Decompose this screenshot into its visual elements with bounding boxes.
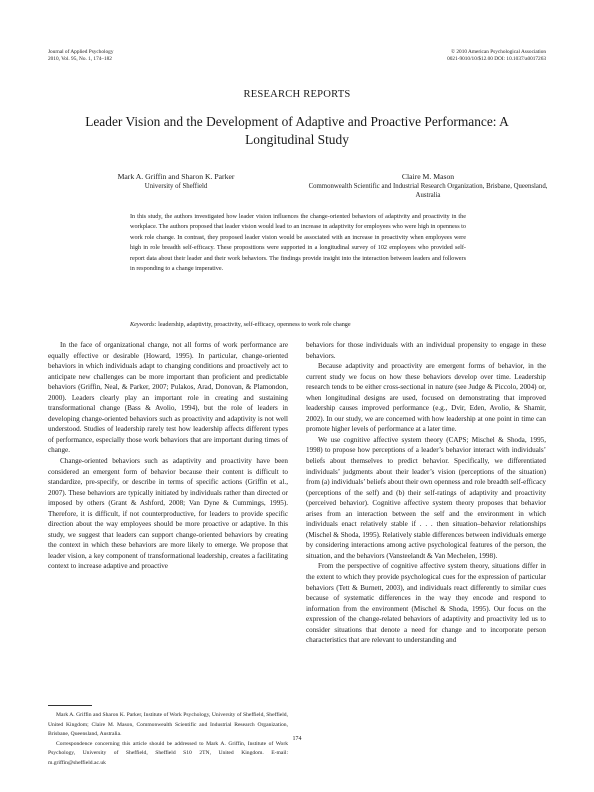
journal-citation	[48, 49, 113, 62]
abstract: In this study, the authors investigated how leader vision influences the change-oriented behaviors of adaptivity and proactivity in the workplace. The authors proposed that leader vision would lead to an increase in adaptivity for employees who were high in openness to work role change. In contrast, they proposed leader vision would be associated with an increase in proactivity when employees were high in role breadth self-efficacy. These propositions were supported in a longitudinal survey of 102 employees who provided self-report data about their leader and their work behaviors. The findings provide insight into the interaction between leaders and followers in responding to a change imperative.	[130, 213, 466, 273]
journal-name: Journal of Applied Psychology	[48, 49, 114, 55]
author-name: Claire M. Mason	[401, 172, 455, 181]
author-names: Mark A. Griffin and Sharon K. Parker	[117, 172, 235, 181]
author-block-right	[306, 172, 550, 200]
footnote-correspondence: Correspondence concerning this article should be addressed to Mark A. Griffin, Institute of Work Psychology, University of Sheffield, Sheffield S10 2TN, United Kingdom. E-mail: m.griffin@sheffield.ac.uk	[48, 740, 288, 766]
copyright-line: © 2010 American Psychological Association	[451, 49, 546, 55]
keywords	[130, 320, 466, 329]
body-column-right	[306, 340, 546, 646]
body-column-left	[48, 340, 288, 572]
doi-line: 0021-9010/10/$12.00 DOI: 10.1037/a0017263	[447, 55, 546, 62]
body-paragraph: From the perspective of cognitive affective system theory, situations differ in the extent to which they provide psychological cues for the expression of particular behaviors (Tett & Burnett, 2003), and individuals react differently to similar cues because of systematic differences in the way they encode and respond to information from the environment (Mischel & Shoda, 1995). Our focus on the expression of the change-related behaviors of adaptivity and proactivity led us to consider situations that denote a need for change and to incorporate person characteristics that are relevant to understanding and	[306, 562, 546, 645]
body-paragraph: behaviors for those individuals with an individual propensity to engage in these behaviors.	[306, 341, 546, 360]
journal-volume: 2010, Vol. 95, No. 1, 174–182	[48, 55, 112, 62]
paper-title: Leader Vision and the Development of Adaptive and Proactive Performance: A Longitudinal Study	[85, 114, 509, 147]
footnote-rule	[48, 705, 92, 706]
copyright-notice	[447, 49, 546, 62]
keywords-label: Keywords:	[130, 321, 157, 328]
body-paragraph: We use cognitive affective system theory (CAPS; Mischel & Shoda, 1995, 1998) to propose how perceptions of a leader’s behavior interact with individuals’ beliefs about themselves to predict behavior. Specifically, we differentiated individuals’ judgments about their leader’s vision (perceptions of the situation) from (a) individuals’ beliefs about their own openness and role breadth self-efficacy (perceptions of the self) and (b) their self-ratings of adaptivity and proactivity (perceived behavior). Cognitive affective system theory proposes that behavior arises from an interaction between the self and the environment in which individuals enact relatively stable if . . . then situation–behavior relationships (Mischel & Shoda, 1995). Relatively stable differences between individuals emerge by considering interactions among active psychological features of the person, the situation, and the behaviors (Vansteelandt & Van Mechelen, 1998).	[306, 435, 546, 560]
keywords-text: leadership, adaptivity, proactivity, self-efficacy, openness to work role change	[158, 321, 351, 328]
author-block-left	[60, 172, 292, 191]
footnote-affiliations: Mark A. Griffin and Sharon K. Parker, Institute of Work Psychology, University of Sheffield, Sheffield, United Kingdom; Claire M. Mason, Commonwealth Scientific and Industrial Research Organization, Brisbane, Queensland, Australia.	[48, 712, 288, 738]
body-paragraph: Change-oriented behaviors such as adaptivity and proactivity have been considered an emergent form of behavior because their content is difficult to standardize, pre-specify, or describe in terms of specific actions (Griffin et al., 2007). These behaviors are typically initiated by individuals rather than directed or imposed by others (Grant & Ashford, 2008; Van Dyne & Cummings, 1995). Therefore, it is difficult, if not counterproductive, for leaders to provide specific direction about the way employees should be more proactive or adaptive. In this study, we suggest that leaders can support change-oriented behaviors by creating the context in which these behaviors are more likely to emerge. We propose that leader vision, a key component of transformational leadership, creates a facilitating context to increase adaptive and proactive	[48, 457, 288, 571]
section-label: RESEARCH REPORTS	[243, 89, 351, 100]
page-number: 174	[292, 736, 302, 742]
body-paragraph: Because adaptivity and proactivity are emergent forms of behavior, in the current study we focus on how these behaviors develop over time. Leadership research tends to be either cross-sectional in nature (see Judge & Piccolo, 2004) or, when longitudinal designs are used, focused on demonstrating that improved leadership causes improved performance (e.g., Dvir, Eden, Avolio, & Shamir, 2002). In our study, we are concerned with how leadership at one point in time can promote higher levels of performance at a later time.	[306, 362, 546, 434]
author-affiliation: University of Sheffield	[144, 183, 208, 190]
body-paragraph: In the face of organizational change, not all forms of work performance are equally effective or desirable (Howard, 1995). In particular, change-oriented behaviors in which individuals adapt to changing conditions and proactively act to anticipate new challenges can be more important than proficient and predictable behaviors (Griffin, Neal, & Parker, 2007; Pulakos, Arad, Donovan, & Plamondon, 2000). Leaders clearly play an important role in creating and sustaining transformational change (Bass & Avolio, 1994), but the role of leaders in developing change-oriented behaviors such as proactivity and adaptivity is not well understood. Studies of leadership rarely test how leadership affects different types of performance, especially those work behaviors that are important during times of change.	[48, 341, 288, 455]
author-affiliation: Commonwealth Scientific and Industrial Research Organization, Brisbane, Queensland, Australia	[308, 183, 548, 199]
